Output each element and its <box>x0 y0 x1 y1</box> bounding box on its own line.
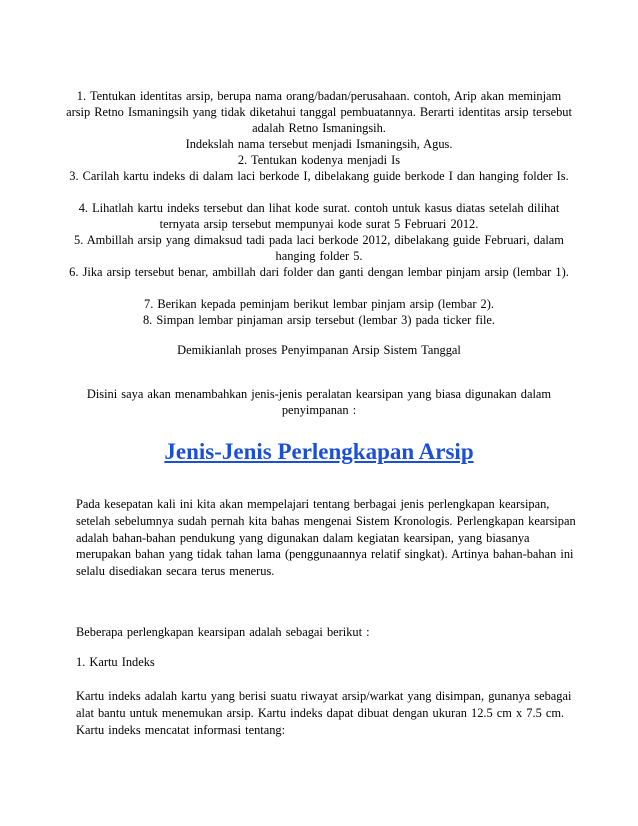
tools-intro-paragraph: Disini saya akan menambahkan jenis-jenis peralatan kearsipan yang biasa digunakan dalam penyimpanan : <box>86 387 552 417</box>
intro-paragraph: Pada kesepatan kali ini kita akan mempelajari tentang berbagai jenis perlengkapan kearsipan, setelah sebelumnya sudah pernah kita bahas mengenai Sistem Kronologis. Perlengkapan kearsipan adalah bahan-bahan pendukung yang digunakan dalam kegiatan kearsipan, yang biasanya merupakan bahan yang tidak tahan lama (penggunaannya relatif singkat). Artinya bahan-bahan ini selalu disediakan secara terus menerus. <box>76 497 576 579</box>
closing-line: Demikianlah proses Penyimpanan Arsip Sistem Tanggal <box>177 343 461 357</box>
step-7-text: 7. Berikan kepada peminjam berikut lembar pinjam arsip (lembar 2). <box>144 297 494 311</box>
step-8-text: 8. Simpan lembar pinjaman arsip tersebut (lembar 3) pada ticker file. <box>142 313 495 327</box>
item-1-body: Kartu indeks adalah kartu yang berisi suatu riwayat arsip/warkat yang disimpan, gunanya sebagai alat bantu untuk menemukan arsip. Kartu indeks dapat dibuat dengan ukuran 12.5 cm x 7.5 cm. Kartu indeks mencatat informasi tentang: <box>76 689 572 737</box>
section-heading-link[interactable]: Jenis-Jenis Perlengkapan Arsip <box>164 439 474 464</box>
item-1-title: 1. Kartu Indeks <box>76 655 155 669</box>
list-intro-text: Beberapa perlengkapan kearsipan adalah sebagai berikut : <box>76 625 370 639</box>
step-2-text: 2. Tentukan kodenya menjadi Is <box>237 153 401 167</box>
step-1-text: 1. Tentukan identitas arsip, berupa nama orang/badan/perusahaan. contoh, Arip akan meminjam arsip Retno Ismaningsih yang tidak diketahui tanggal pembuatannya. Berarti identitas arsip tersebut adalah Retno Ismaningsih. <box>66 89 572 135</box>
index-name-text: Indekslah nama tersebut menjadi Ismaningsih, Agus. <box>185 137 453 151</box>
step-4-text: 4. Lihatlah kartu indeks tersebut dan lihat kode surat. contoh untuk kasus diatas setelah dilihat ternyata arsip tersebut mempunyai kode surat 5 Februari 2012. <box>78 201 560 231</box>
step-3-text: 3. Carilah kartu indeks di dalam laci berkode I, dibelakang guide berkode I dan hanging folder Is. <box>69 169 569 183</box>
step-6-text: 6. Jika arsip tersebut benar, ambillah dari folder dan ganti dengan lembar pinjam arsip (lembar 1). <box>69 265 569 279</box>
step-5-text: 5. Ambillah arsip yang dimaksud tadi pada laci berkode 2012, dibelakang guide Februari, dalam hanging folder 5. <box>74 233 564 263</box>
